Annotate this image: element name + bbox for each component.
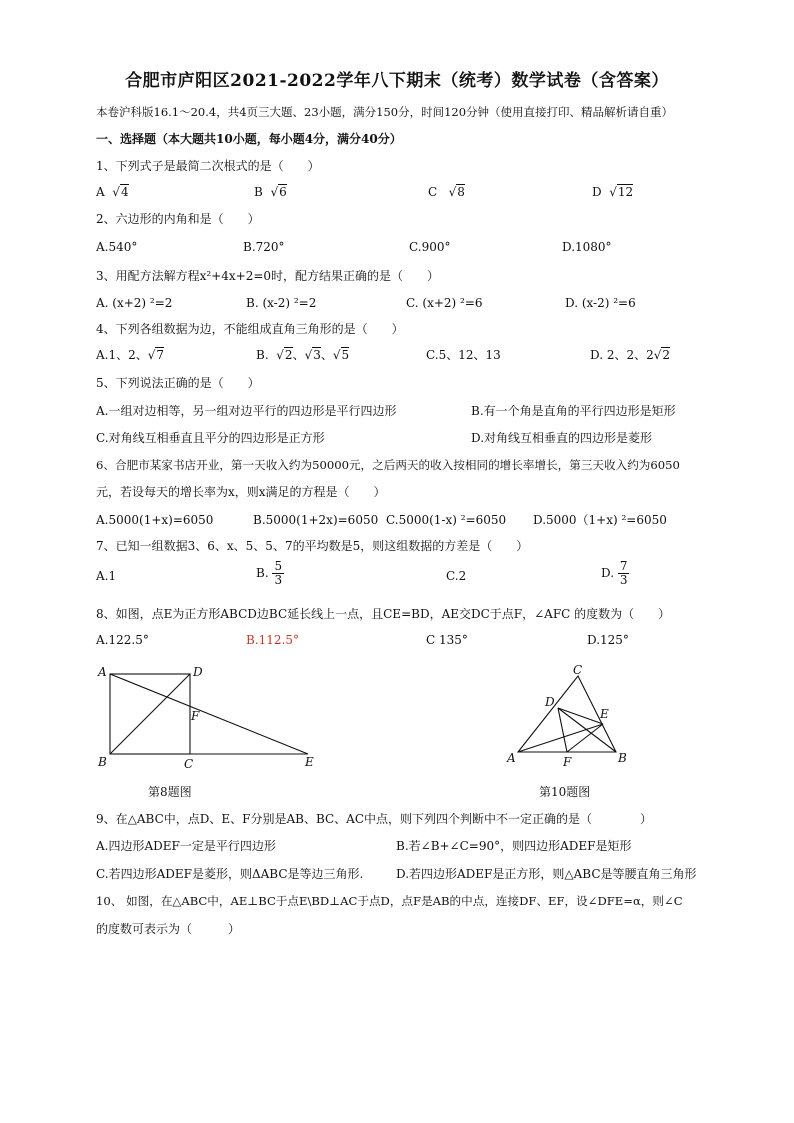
- fraction: [618, 560, 630, 587]
- fraction: [272, 560, 284, 587]
- segment-ae: [110, 674, 308, 754]
- option-label: D: [592, 185, 602, 199]
- figure-10-diagram: [502, 662, 636, 774]
- question-7-option-c: C.2: [446, 569, 467, 583]
- question-4-option-c: C.5、12、13: [426, 348, 501, 362]
- question-2-option-a: A.540°: [96, 240, 138, 254]
- point-label-e: E: [600, 707, 609, 721]
- question-4-option-a: A.1、2、√7: [96, 348, 165, 362]
- page-title: 合肥市庐阳区2021-2022学年八下期末（统考）数学试卷（含答案）: [125, 71, 669, 91]
- question-5-option-d: D.对角线互相垂直的四边形是菱形: [471, 431, 653, 445]
- question-3-option-c: C. (x+2) ²=6: [406, 296, 483, 310]
- question-1-option-d: D √12: [592, 185, 634, 199]
- question-2-stem: 2、六边形的内角和是（ ）: [96, 212, 260, 226]
- question-9-stem: 9、在△ABC中，点D、E、F分别是AB、BC、AC中点，则下列四个判断中不一定正确的是（ ）: [96, 812, 653, 826]
- diagonal-bd: [110, 674, 190, 754]
- question-6-option-d: D.5000（1+x) ²=6050: [533, 513, 667, 527]
- question-6-option-b: B.5000(1+2x)=6050: [253, 513, 379, 527]
- figure-8-caption: 第8题图: [148, 785, 192, 799]
- question-8-option-d: D.125°: [587, 633, 629, 647]
- radicand: 2: [284, 348, 293, 362]
- question-1-option-a: A √4: [96, 185, 129, 199]
- point-label-f: F: [191, 709, 200, 723]
- question-8-option-b: B.112.5°: [246, 633, 299, 647]
- intro-note: 本卷沪科版16.1～20.4，共4页三大题、23小题，满分150分，时间120分钟（使用直接打印、精品解析请自重）: [96, 105, 674, 119]
- question-9-option-a: A.四边形ADEF一定是平行四边形: [96, 839, 276, 853]
- radicand: 3: [313, 348, 321, 362]
- point-label-d: D: [193, 665, 203, 679]
- denominator: 3: [619, 573, 628, 587]
- question-3-stem: 3、用配方法解方程x²+4x+2=0时，配方结果正确的是（ ）: [96, 269, 440, 283]
- question-4-option-d: D. 2、2、2√2: [590, 348, 671, 362]
- option-label: B.: [256, 566, 269, 580]
- question-2-option-c: C.900°: [409, 240, 451, 254]
- question-6-stem-line1: 6、合肥市某家书店开业，第一天收入约为50000元，之后两天的收入按相同的增长率增长，第三天收入约为6050: [96, 458, 680, 472]
- radicand: 2: [662, 348, 671, 362]
- point-label-b: B: [618, 751, 627, 765]
- question-3-option-d: D. (x-2) ²=6: [565, 296, 636, 310]
- point-label-d: D: [545, 695, 555, 709]
- question-7-option-a: A.1: [96, 569, 117, 583]
- question-9-option-b: B.若∠B+∠C=90°，则四边形ADEF是矩形: [396, 839, 632, 853]
- option-label: C: [428, 185, 438, 199]
- point-label-a: A: [98, 665, 107, 679]
- point-label-f: F: [563, 755, 572, 769]
- separator: 、: [320, 348, 333, 362]
- numerator: 7: [619, 559, 628, 573]
- question-10-stem-line1: 10、 如图，在△ABC中，AE⊥BC于点E\BD⊥AC于点D，点F是AB的中点，连接DF、EF，设∠DFE=α，则∠C: [96, 894, 683, 908]
- question-3-option-a: A. (x+2) ²=2: [96, 296, 173, 310]
- option-text: A.1、2、: [96, 348, 148, 362]
- section-heading: 一、选择题（本大题共10小题，每小题4分，满分40分）: [96, 132, 402, 146]
- option-label: B: [254, 185, 263, 199]
- question-5-stem: 5、下列说法正确的是（ ）: [96, 376, 260, 390]
- question-6-option-c: C.5000(1-x) ²=6050: [386, 513, 507, 527]
- option-text: D. 2、2、2: [590, 348, 654, 362]
- question-1-option-b: B √6: [254, 185, 287, 199]
- radicand: 7: [156, 348, 165, 362]
- question-4-option-b: B. √2、√3、√5: [256, 348, 350, 362]
- question-9-option-c: C.若四边形ADEF是菱形，则ΔABC是等边三角形.: [96, 867, 364, 881]
- segment-df: [558, 708, 567, 752]
- question-8-option-a: A.122.5°: [96, 633, 149, 647]
- denominator: 3: [274, 573, 283, 587]
- question-4-stem: 4、下列各组数据为边，不能组成直角三角形的是（ ）: [96, 322, 404, 336]
- figure-8-diagram: [92, 662, 332, 774]
- radicand: 8: [457, 185, 465, 199]
- question-7-stem: 7、已知一组数据3、6、x、5、5、7的平均数是5，则这组数据的方差是（ ）: [96, 539, 529, 553]
- question-6-stem-line2: 元，若设每天的增长率为x，则x满足的方程是（ ）: [96, 485, 386, 499]
- question-5-option-a: A.一组对边相等，另一组对边平行的四边形是平行四边形: [96, 404, 397, 418]
- segment-de: [558, 708, 603, 724]
- option-text: B.: [256, 348, 269, 362]
- point-label-c: C: [184, 757, 194, 771]
- option-label: A: [96, 185, 105, 199]
- question-10-stem-line2: 的度数可表示为（ ）: [96, 922, 241, 936]
- point-label-b: B: [98, 755, 107, 769]
- point-label-a: A: [507, 751, 516, 765]
- question-1-stem: 1、下列式子是最简二次根式的是（ ）: [96, 159, 320, 173]
- question-3-option-b: B. (x-2) ²=2: [246, 296, 317, 310]
- question-8-stem: 8、如图，点E为正方形ABCD边BC延长线上一点，且CE=BD，AE交DC于点F，∠AFC 的度数为（ ）: [96, 607, 671, 621]
- question-6-option-a: A.5000(1+x)=6050: [96, 513, 214, 527]
- question-1-option-c: C √8: [428, 185, 465, 199]
- question-2-option-d: D.1080°: [562, 240, 612, 254]
- point-label-e: E: [305, 755, 314, 769]
- separator: 、: [292, 348, 305, 362]
- option-label: D.: [601, 566, 615, 580]
- question-9-option-d: D.若四边形ADEF是正方形，则△ABC是等腰直角三角形: [396, 867, 697, 881]
- question-7-option-b: [256, 560, 284, 587]
- numerator: 5: [274, 559, 283, 573]
- question-2-option-b: B.720°: [243, 240, 285, 254]
- figure-10-caption: 第10题图: [539, 785, 591, 799]
- question-7-option-d: [601, 560, 629, 587]
- segment-ae: [518, 724, 603, 752]
- point-label-c: C: [573, 663, 583, 677]
- radicand: 5: [341, 348, 350, 362]
- question-5-option-b: B.有一个角是直角的平行四边形是矩形: [471, 404, 676, 418]
- radicand: 4: [120, 185, 129, 199]
- question-5-option-c: C.对角线互相垂直且平分的四边形是正方形: [96, 431, 325, 445]
- radicand: 12: [617, 185, 634, 199]
- question-8-option-c: C 135°: [426, 633, 468, 647]
- radicand: 6: [279, 185, 287, 199]
